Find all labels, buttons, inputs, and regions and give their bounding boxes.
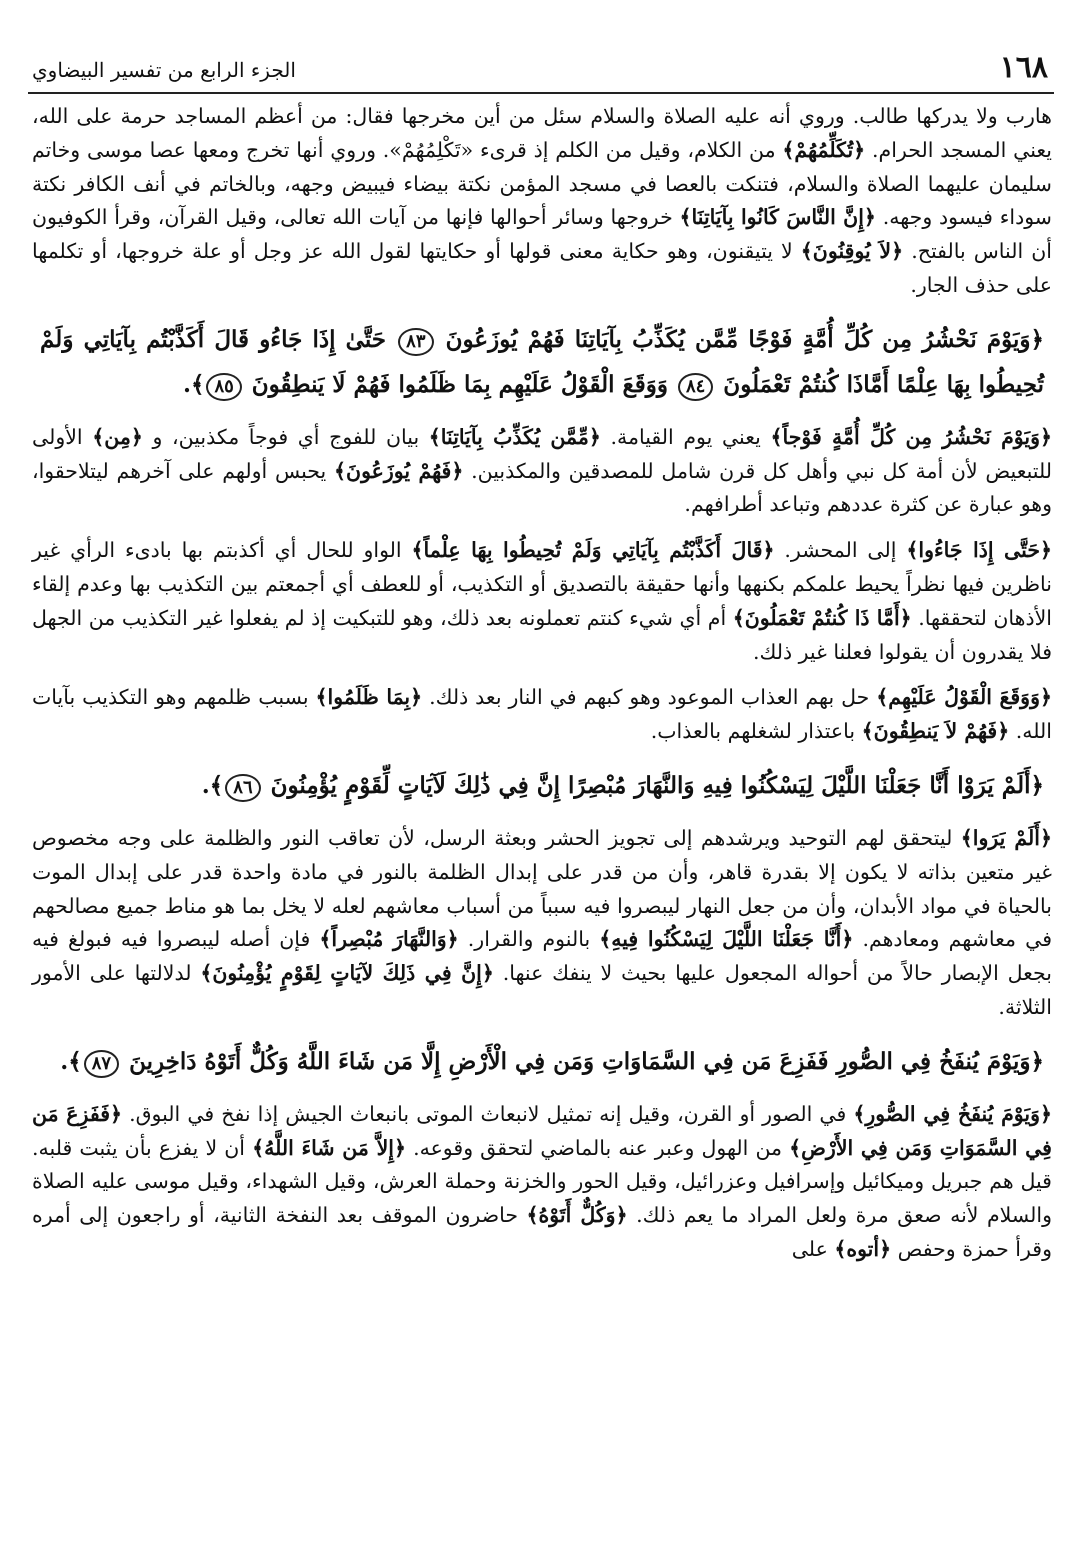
- text-segment: الأولى للتبعيض لأن أمة كل نبي وأهل كل قرن شامل للمصدقين والمكذبين.: [32, 424, 1053, 483]
- verse-number: ٨٧: [84, 1050, 119, 1078]
- quran-quote: ﴿وَالنَّهَارَ مُبْصِراً﴾: [319, 927, 459, 952]
- quran-quote: ﴿مِن﴾: [92, 424, 143, 449]
- quran-quote: ﴿بِمَا ظَلَمُوا﴾: [315, 685, 423, 710]
- quran-quote: ﴿قَالَ أَكَذَّبْتُم بِآيَاتِي وَلَمْ تُحِيطُوا بِهَا عِلْماً﴾: [411, 538, 775, 563]
- quran-quote: ﴿أَنَّا جَعَلْنَا اللَّيْلَ لِيَسْكُنُوا فِيهِ﴾: [599, 927, 854, 952]
- page-number: ١٦٨: [999, 50, 1048, 85]
- text-segment: ﴿أَلَمْ يَرَوْا أَنَّا جَعَلْنَا اللَّيْلَ لِيَسْكُنُوا فِيهِ وَالنَّهَارَ مُبْصِرًا إِنَّ فِي ذَٰلِكَ لَآيَاتٍ لِّقَوْمٍ يُؤْمِنُونَ: [262, 771, 1044, 799]
- text-segment: لا يتيقنون، وهو حكاية معنى قولها أو حكايتها لقول الله عز وجل أو علة خروجها، أو تكلمها على حذف الجار.: [32, 239, 1052, 297]
- quran-quote: ﴿فَهُمْ يُوزَعُونَ﴾: [334, 458, 464, 483]
- verse-number: ٨٥: [206, 373, 241, 401]
- text-segment: في الصور أو القرن، وقيل إنه تمثيل لانبعاث الموتى بانبعاث الجيش إذا نفخ في البوق.: [122, 1101, 854, 1126]
- quran-quote: ﴿أتوه﴾: [834, 1236, 892, 1261]
- text-segment: يعني يوم القيامة.: [600, 424, 771, 449]
- quran-quote: ﴿حَتَّى إِذَا جَاءُوا﴾: [906, 538, 1053, 563]
- commentary-paragraph: [32, 1098, 1052, 1267]
- text-segment: باعتذار لشغلهم بالعذاب.: [650, 719, 862, 744]
- text-segment: الواو للحال أي أكذبتم بها بادىء الرأي غير ناظرين فيها نظراً يحيط علمكم بكنهها وأنها حقيقة بالتصديق أو التكذيب، أو للعطف أي أجمعتم بين التكذيب بها وعدم إلقاء الأذهان لتحققها.: [32, 538, 1052, 630]
- text-segment: يحبس أولهم على آخرهم ليتلاحقوا، وهو عبارة عن كثرة عددهم وتباعد أطرافهم.: [32, 458, 1052, 517]
- quran-verse-block: [40, 317, 1044, 407]
- text-segment: ﴿وَيَوْمَ نَحْشُرُ مِن كُلِّ أُمَّةٍ فَوْجًا مِّمَّن يُكَذِّبُ بِآيَاتِنَا فَهُمْ يُوزَعُونَ: [435, 325, 1044, 353]
- text-segment: بالنوم والقرار.: [458, 927, 600, 952]
- quran-quote: ﴿وَيَوْمَ يُنفَخُ فِي الصُّورِ﴾: [853, 1101, 1052, 1126]
- text-segment: إلى المحشر.: [774, 538, 907, 563]
- text-segment: ﴾.: [201, 771, 224, 799]
- text-segment: وَوَقَعَ الْقَوْلُ عَلَيْهِم بِمَا ظَلَمُوا فَهُمْ لَا يَنطِقُونَ: [243, 370, 676, 398]
- quran-verse-block: [40, 763, 1044, 808]
- text-segment: ﴿وَيَوْمَ يُنفَخُ فِي الصُّورِ فَفَزِعَ مَن فِي السَّمَاوَاتِ وَمَن فِي الْأَرْضِ إِلَّا مَن شَاءَ اللَّهُ وَكُلٌّ أَتَوْهُ دَاخِرِينَ: [121, 1047, 1044, 1075]
- text-segment: أن لا يفزع بأن يثبت قلبه. قيل هم جبريل وميكائيل وإسرافيل وعزرائيل، وقيل الحور والخزنة وحملة العرش، وقيل الشهداء، وقيل موسى عليه الصلاة والسلام لأنه صعق مرة ولعل المراد ما يعم ذلك.: [32, 1135, 1053, 1228]
- quran-quote: ﴿فَهُمْ لاَ يَنطِقُونَ﴾: [861, 719, 1010, 744]
- header-rule: [28, 92, 1054, 94]
- verse-number: ٨٦: [225, 774, 260, 802]
- quran-quote: ﴿وَوَقَعَ الْقَوْلُ عَلَيْهِم﴾: [876, 685, 1052, 710]
- page-content: [32, 100, 1052, 1267]
- text-segment: على: [791, 1236, 835, 1261]
- text-segment: ﴾.: [182, 370, 205, 398]
- text-segment: من الكلام، وقيل من الكلم إذ قرىء «تَكْلِمُهُمْ». وروي أنها تخرج ومعها عصا موسى وخاتم سليمان عليهما الصلاة والسلام، فتنكت بالعصا في مسجد المؤمن نكتة بيضاء فيبيض وجهه، وبالخاتم في أنف الكافر نكتة سوداء فيسود وجهه.: [32, 137, 1052, 230]
- text-segment: حل بهم العذاب الموعود وهو كبهم في النار بعد ذلك.: [422, 685, 877, 710]
- text-segment: من الهول وعبر عنه بالماضي لتحقق وقوعه.: [405, 1135, 790, 1160]
- quran-quote: ﴿إِلاَّ مَن شَاءَ اللَّهُ﴾: [252, 1135, 406, 1160]
- commentary-paragraph: [32, 421, 1052, 522]
- running-title: الجزء الرابع من تفسير البيضاوي: [32, 58, 296, 82]
- quran-quote: ﴿وَيَوْمَ نَحْشُرُ مِن كُلِّ أُمَّةٍ فَوْجاً﴾: [770, 424, 1052, 449]
- quran-quote: ﴿وَكُلٌّ أَتَوْهُ﴾: [526, 1203, 628, 1228]
- verse-number: ٨٣: [398, 328, 433, 356]
- text-segment: بيان للفوج أي فوجاً مكذبين، و: [142, 424, 429, 449]
- text-segment: حَتَّىٰ إِذَا جَاءُو قَالَ أَكَذَّبْتُم بِآيَاتِي وَلَمْ تُحِيطُوا بِهَا عِلْمًا أَمَّاذَا كُنتُمْ تَعْمَلُونَ: [40, 325, 1044, 398]
- verse-number: ٨٤: [678, 373, 713, 401]
- quran-quote: ﴿مِّمَّن يُكَذِّبُ بِآيَاتِنَا﴾: [428, 424, 601, 449]
- commentary-paragraph: [32, 822, 1052, 1025]
- text-segment: فإن أصله ليبصروا فيه فبولغ فيه بجعل الإبصار حالاً من أحواله المجعول عليها بحيث لا ينفك عنها.: [32, 927, 1052, 986]
- quran-quote: ﴿إِنَّ فِي ذَلِكَ لآيَاتٍ لِقَوْمٍ يُؤْمِنُونَ﴾: [200, 961, 494, 986]
- text-segment: حاضرون الموقف بعد النفخة الثانية، أو راجعون إلى أمره وقرأ حمزة وحفص: [32, 1203, 1052, 1261]
- text-segment: بسبب ظلمهم وهو التكذيب بآيات الله.: [32, 685, 1052, 744]
- commentary-paragraph: [32, 100, 1052, 303]
- text-segment: خروجها وسائر أحوالها فإنها من آيات الله تعالى، وقيل القرآن، وقرأ الكوفيون أن الناس بالفتح.: [32, 205, 1053, 264]
- text-segment: ليتحقق لهم التوحيد ويرشدهم إلى تجويز الحشر وبعثة الرسل، لأن تعاقب النور والظلمة على وجه مخصوص غير متعين بذاته لا يكون إلا بقدرة قاهر، وأن من قدر على إبدال الظلمة بالنور في مادة واحدة قدر على إبدال الموت بالحياة في مواد الأبدان، وأن من جعل النهار ليبصروا فيه سبباً من أسباب معاشهم لعله لا يخل بما هو مناط جميع مصالحهم في معاشهم ومعادهم.: [32, 825, 1052, 952]
- page-header: [28, 50, 1054, 90]
- text-segment: ﴾.: [60, 1047, 82, 1075]
- quran-quote: ﴿أَلَمْ يَرَوا﴾: [960, 825, 1053, 850]
- commentary-paragraph: [32, 534, 1052, 669]
- quran-verse-block: [40, 1039, 1044, 1084]
- commentary-paragraph: [32, 681, 1052, 749]
- quran-quote: ﴿أَمَّا ذَا كُنتُمْ تَعْمَلُونَ﴾: [732, 605, 912, 630]
- text-segment: أم أي شيء كنتم تعملونه بعد ذلك، وهو للتبكيت إذ لم يفعلوا غير التكذيب من الجهل فلا يقدرون أن يقولوا فعلنا غير ذلك.: [32, 605, 1052, 664]
- quran-quote: ﴿إِنَّ النَّاسَ كَانُوا بِآيَاتِنَا﴾: [679, 205, 876, 230]
- quran-quote: ﴿فَفَزِعَ مَن فِي السَّمَوَاتِ وَمَن فِي الأَرْضِ﴾: [32, 1101, 1052, 1160]
- text-segment: لدلالتها على الأمور الثلاثة.: [32, 961, 1052, 1019]
- quran-quote: ﴿لاَ يُوقِنُونَ﴾: [800, 239, 904, 264]
- text-segment: هارب ولا يدركها طالب. وروي أنه عليه الصلاة والسلام سئل من أين مخرجها فقال: من أعظم المساجد حرمة على الله، يعني المسجد الحرام.: [32, 104, 1052, 162]
- quran-quote: ﴿تُكَلِّمُهُمْ﴾: [782, 137, 866, 162]
